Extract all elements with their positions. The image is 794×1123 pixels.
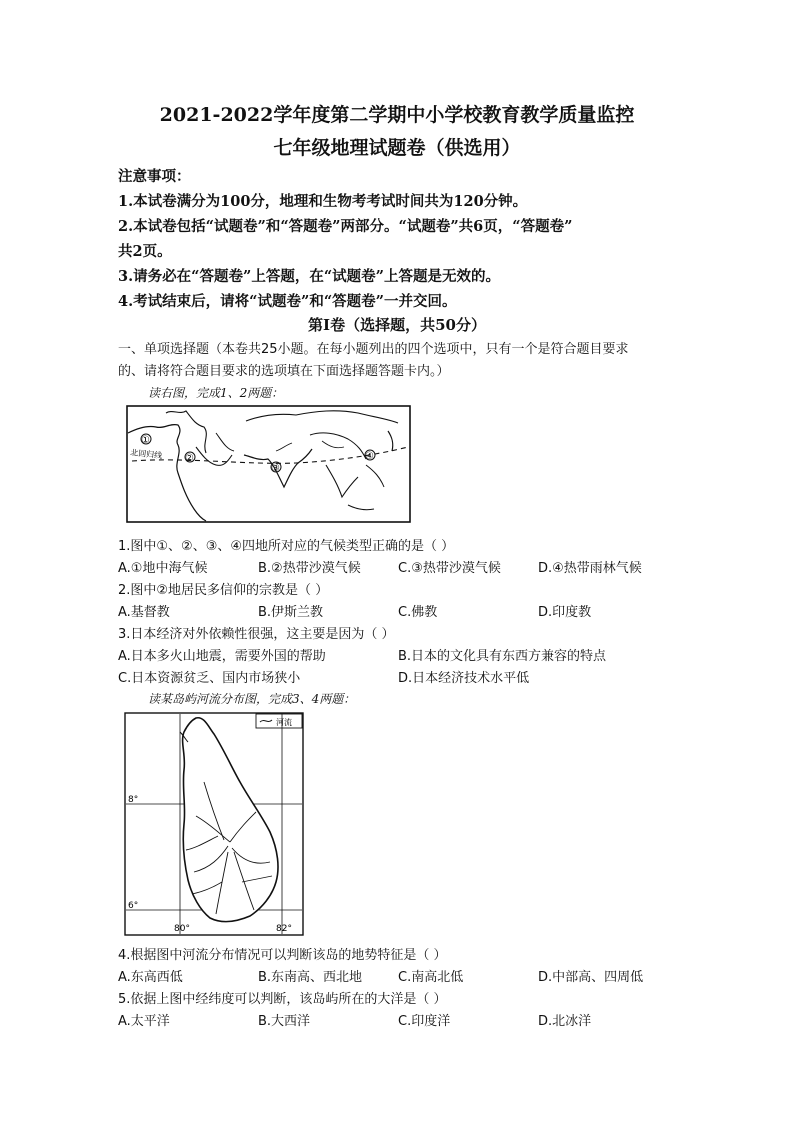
map1-marker-2: ② xyxy=(185,453,194,464)
map1-marker-3: ③ xyxy=(271,463,280,474)
q5-option-c[interactable]: C.印度洋 xyxy=(398,1014,451,1029)
note-item: 共2页。 xyxy=(118,243,172,260)
q4-option-b[interactable]: B.东南高、西北地 xyxy=(258,970,363,985)
exam-subtitle: 七年级地理试题卷（供选用） xyxy=(273,137,521,159)
q2-option-b[interactable]: B.伊斯兰教 xyxy=(258,605,324,620)
section-instruction: 一、单项选择题（本卷共25小题。在每小题列出的四个选项中，只有一个是符合题目要求 xyxy=(118,342,629,357)
q5-option-b[interactable]: B.大西洋 xyxy=(258,1014,311,1029)
q1-option-d[interactable]: D.④热带雨林气候 xyxy=(538,561,642,576)
question-5: 5.依据上图中经纬度可以判断，该岛屿所在的大洋是（ ） xyxy=(118,992,447,1007)
tropic-label: 北回归线 xyxy=(129,448,163,461)
map2-intro: 读某岛屿河流分布图，完成3、4两题： xyxy=(148,692,356,706)
q4-option-c[interactable]: C.南高北低 xyxy=(398,970,464,985)
q3-option-d[interactable]: D.日本经济技术水平低 xyxy=(398,671,530,686)
lon-80-label: 80° xyxy=(174,924,190,934)
q2-option-d[interactable]: D.印度教 xyxy=(538,605,592,620)
q4-option-a[interactable]: A.东高西低 xyxy=(118,970,183,985)
note-item: 3.请务必在“答题卷”上答题，在“试题卷”上答题是无效的。 xyxy=(118,268,500,285)
q3-option-c[interactable]: C.日本资源贫乏、国内市场狭小 xyxy=(118,671,301,686)
q5-option-d[interactable]: D.北冰洋 xyxy=(538,1014,592,1029)
q2-option-c[interactable]: C.佛教 xyxy=(398,605,438,620)
world-map xyxy=(126,405,411,523)
question-4: 4.根据图中河流分布情况可以判断该岛的地势特征是（ ） xyxy=(118,948,447,963)
lat-8-label: 8° xyxy=(128,795,139,805)
lat-6-label: 6° xyxy=(128,901,139,911)
note-item: 1.本试卷满分为100分，地理和生物考考试时间共为120分钟。 xyxy=(118,193,528,210)
map1-marker-4: ④ xyxy=(365,451,374,462)
q1-option-a[interactable]: A.①地中海气候 xyxy=(118,561,208,576)
question-3: 3.日本经济对外依赖性很强，这主要是因为（ ） xyxy=(118,627,395,642)
question-2: 2.图中②地居民多信仰的宗教是（ ） xyxy=(118,583,329,598)
q3-option-b[interactable]: B.日本的文化具有东西方兼容的特点 xyxy=(398,649,607,664)
q3-option-a[interactable]: A.日本多火山地震，需要外国的帮助 xyxy=(118,649,326,664)
question-1: 1.图中①、②、③、④四地所对应的气候类型正确的是（ ） xyxy=(118,539,455,554)
section-instruction: 的、请将符合题目要求的选项填在下面选择题答题卡内。） xyxy=(118,364,450,379)
map1-marker-1: ① xyxy=(141,435,150,446)
q1-option-c[interactable]: C.③热带沙漠气候 xyxy=(398,561,501,576)
lon-82-label: 82° xyxy=(276,924,292,934)
q1-option-b[interactable]: B.②热带沙漠气候 xyxy=(258,561,361,576)
map1-intro: 读右图，完成1、2两题： xyxy=(148,386,284,400)
note-item: 2.本试卷包括“试题卷”和“答题卷”两部分。“试题卷”共6页，“答题卷” xyxy=(118,218,573,235)
note-item: 4.考试结束后，请将“试题卷”和“答题卷”一并交回。 xyxy=(118,293,457,310)
q2-option-a[interactable]: A.基督教 xyxy=(118,605,170,620)
section-title: 第Ⅰ卷（选择题，共50分） xyxy=(308,316,486,334)
exam-title: 2021-2022学年度第二学期中小学校教育教学质量监控 xyxy=(159,104,635,126)
island-map xyxy=(124,712,304,936)
notes-heading: 注意事项： xyxy=(118,168,191,185)
legend-river-label: 河流 xyxy=(276,718,292,727)
q4-option-d[interactable]: D.中部高、四周低 xyxy=(538,970,644,985)
q5-option-a[interactable]: A.太平洋 xyxy=(118,1014,170,1029)
